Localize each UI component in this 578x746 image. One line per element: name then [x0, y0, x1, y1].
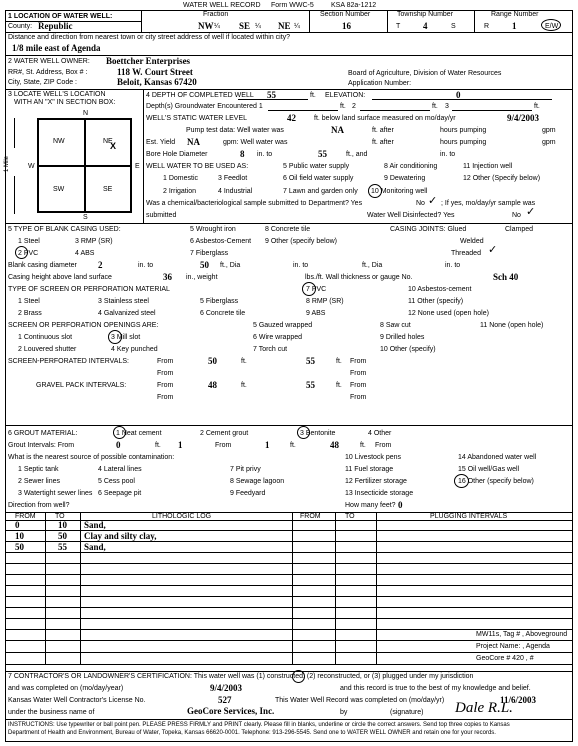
- screen-4: 4 Galvanized steel: [98, 310, 156, 317]
- casing-joints: CASING JOINTS: Glued: [390, 226, 467, 233]
- grout-ft: ft.: [155, 442, 161, 449]
- city-label: City, State, ZIP Code :: [8, 79, 77, 86]
- signature: Dale R.L.: [455, 700, 513, 716]
- section5-heading: 5 TYPE OF BLANK CASING USED:: [8, 226, 121, 233]
- chem-submitted: submitted: [146, 212, 177, 219]
- perf-ft: ft.: [241, 358, 247, 365]
- screen-6: 6 Concrete tile: [200, 310, 246, 317]
- casing-dia-2: ft., Dia: [362, 262, 383, 269]
- completed-date: 9/4/2003: [210, 683, 243, 693]
- use-11: 11 Injection well: [463, 163, 513, 170]
- weight-label: in., weight: [186, 274, 218, 281]
- plug-header-from: FROM: [300, 513, 321, 520]
- log-row-desc: Sand,: [84, 542, 106, 552]
- perf-ft-2: ft.: [336, 358, 342, 365]
- section6-heading: 6 GROUT MATERIAL:: [8, 430, 78, 437]
- perf-from: 50: [208, 356, 217, 366]
- contam-3: 3 Watertight sewer lines: [18, 490, 93, 497]
- log-header-litho: LITHOLOGIC LOG: [152, 513, 212, 520]
- use-3: 3 Feedlot: [218, 175, 248, 182]
- use-4: 4 Industrial: [218, 188, 253, 195]
- range-ew: E/W: [545, 23, 559, 30]
- static-label: WELL'S STATIC WATER LEVEL: [146, 115, 248, 122]
- gw-2: 2: [352, 103, 356, 110]
- address-label: RR#, St. Address, Box # :: [8, 69, 88, 76]
- static-date: 9/4/2003: [507, 113, 540, 123]
- log-row-to: 50: [58, 531, 67, 541]
- casing-welded: Welded: [460, 238, 484, 245]
- depth-ft: ft.: [310, 92, 316, 99]
- openings-heading: SCREEN OR PERFORATION OPENINGS ARE:: [8, 322, 159, 329]
- casing-2-circle: [15, 246, 28, 259]
- mile-label: 1 Mile: [4, 155, 10, 172]
- depth-value: 55: [267, 90, 276, 100]
- elevation-label: ELEVATION:: [325, 92, 366, 99]
- use-9: 9 Dewatering: [384, 175, 426, 182]
- city-value: Beloit, Kansas 67420: [117, 77, 197, 87]
- gravel-from-label: From: [157, 382, 174, 389]
- yield-label: Est. Yield: [146, 139, 176, 146]
- static-mid: ft. below land surface measured on mo/day/yr: [314, 115, 456, 122]
- grout-from-2-label: From: [215, 442, 232, 449]
- pump-label: Pump test data: Well water was: [186, 127, 284, 134]
- use-10: 10 Monitoring well: [371, 188, 428, 195]
- county-value: Republic: [38, 21, 73, 31]
- log-row-from: 0: [15, 520, 20, 530]
- application-label: Application Number:: [348, 80, 412, 87]
- open-1: 1 Continuous slot: [18, 334, 73, 341]
- bore-to-value: 55: [318, 149, 327, 159]
- casing-3: 3 RMP (SR): [75, 238, 113, 245]
- township-s: S: [451, 23, 456, 30]
- quarter-1: NW: [198, 21, 214, 31]
- log-row-from: 50: [15, 542, 24, 552]
- open-6: 6 Wire wrapped: [253, 334, 303, 341]
- casing-clamped: Clamped: [505, 226, 534, 233]
- quarter-3: NE: [278, 21, 291, 31]
- quarter-2: SE: [239, 21, 251, 31]
- form-title: WATER WELL RECORD: [183, 2, 261, 9]
- gw-ft-1: ft.: [340, 103, 346, 110]
- screen-12: 12 None used (open hole): [408, 310, 489, 317]
- screen-5: 5 Fiberglass: [200, 298, 239, 305]
- project-name: Project Name: , Agenda: [476, 643, 550, 650]
- contam-2: 2 Sewer lines: [18, 478, 61, 485]
- grout-from-3-label: From: [375, 442, 392, 449]
- screen-3: 3 Stainless steel: [98, 298, 149, 305]
- height-value: 36: [163, 272, 172, 282]
- range-label: Range Number: [491, 11, 539, 18]
- gravel-from-3-label: From: [157, 394, 174, 401]
- range-ew-circle: [541, 19, 561, 31]
- disinfected-label: Water Well Disinfected? Yes: [367, 212, 455, 219]
- perf-from-3-label: From: [157, 370, 174, 377]
- screen-8: 8 RMP (SR): [306, 298, 344, 305]
- wall-label: lbs./ft. Wall thickness or gauge No.: [305, 274, 413, 281]
- gravel-from-2-label: From: [350, 382, 367, 389]
- disinfected-no: No: [512, 212, 521, 219]
- contam-1: 1 Septic tank: [18, 466, 59, 473]
- casing-diam-to: 50: [200, 260, 209, 270]
- screen-7-circle: [302, 282, 316, 296]
- instructions-2: Department of Health and Environment, Bureau of Water, Topeka, Kansas 66620-0001. Telephone: 913-296-5545. Send one to WATER WELL OWNER and retain one for your records.: [8, 730, 496, 736]
- form-number: Form WWC-5: [271, 2, 314, 9]
- direction-label: Direction from well?: [8, 502, 70, 509]
- fraction-label: Fraction: [203, 11, 229, 18]
- log-row-to: 10: [58, 520, 67, 530]
- geocore-number: GeoCore # 420 , #: [476, 655, 534, 662]
- log-row-desc: Clay and silty clay,: [84, 531, 157, 541]
- casing-dia: ft., Dia: [220, 262, 241, 269]
- grout-from: 0: [116, 440, 121, 450]
- casing-8: 8 Concrete tile: [265, 226, 311, 233]
- grout-ft-2: ft.: [290, 442, 296, 449]
- yield-after: ft. after: [372, 139, 394, 146]
- cert-line-4: under the business name of: [8, 709, 95, 716]
- chem-no: No: [416, 200, 425, 207]
- elevation-value: 0: [456, 90, 461, 100]
- use-2: 2 Irrigation: [163, 188, 197, 195]
- pump-value: NA: [331, 125, 344, 135]
- perf-from-4-label: From: [350, 370, 367, 377]
- grout-int-label: Grout Intervals: From: [8, 442, 75, 449]
- grout-to: 1: [178, 440, 183, 450]
- contam-8: 8 Sewage lagoon: [230, 478, 285, 485]
- perf-from-label: From: [157, 358, 174, 365]
- section-value: 16: [342, 21, 351, 31]
- open-11: 11 None (open hole): [480, 322, 544, 329]
- section1-heading: 1 LOCATION OF WATER WELL:: [8, 13, 113, 20]
- yield-value: NA: [187, 137, 200, 147]
- quarter-1-suffix: ¼: [214, 23, 220, 30]
- casing-5: 5 Wrought iron: [190, 226, 236, 233]
- quadrant-ne: NE: [103, 138, 113, 145]
- casing-9: 9 Other (specify below): [265, 238, 337, 245]
- instructions-1: INSTRUCTIONS: Use typewriter or ball point pen. PLEASE PRESS FIRMLY and PRINT clearly. Please fill in blanks, underline or circle the correct answers. Send top three copies to Kansas: [8, 722, 510, 728]
- compass-w: W: [28, 163, 35, 170]
- section-label: Section Number: [320, 11, 371, 18]
- casing-1: 1 Steel: [18, 238, 40, 245]
- open-5: 5 Gauzed wrapped: [253, 322, 313, 329]
- use-label: WELL WATER TO BE USED AS:: [146, 163, 249, 170]
- contam-9: 9 Feedyard: [230, 490, 266, 497]
- grout-1: 1 Neat cement: [116, 430, 162, 437]
- gravel-label: GRAVEL PACK INTERVALS:: [36, 382, 127, 389]
- ksa-ref: KSA 82a-1212: [331, 2, 377, 9]
- casing-4: 4 ABS: [75, 250, 95, 257]
- compass-s: S: [83, 214, 88, 221]
- use-6: 6 Oil field water supply: [283, 175, 354, 182]
- gw-ft-2: ft.: [432, 103, 438, 110]
- screen-heading: TYPE OF SCREEN OR PERFORATION MATERIAL: [8, 286, 170, 293]
- distance-label: Distance and direction from nearest town or city street address of well if located within city?: [8, 34, 291, 41]
- contam-14: 14 Abandoned water well: [458, 454, 537, 461]
- gw-ft-3: ft.: [534, 103, 540, 110]
- use-5: 5 Public water supply: [283, 163, 350, 170]
- chem-rest: ; If yes, mo/day/yr sample was: [441, 200, 536, 207]
- license-number: 527: [218, 695, 232, 705]
- county-label: County:: [8, 23, 33, 30]
- open-3: 3 Mill slot: [111, 334, 141, 341]
- business-name: GeoCore Services, Inc.: [187, 706, 275, 716]
- screen-2: 2 Brass: [18, 310, 42, 317]
- contam-10: 10 Livestock pens: [345, 454, 402, 461]
- quarter-3-suffix: ¼: [294, 23, 300, 30]
- grout-1-circle: [113, 426, 126, 439]
- pump-gpm: gpm: [542, 127, 556, 134]
- township-t: T: [396, 23, 401, 30]
- contam-11: 11 Fuel storage: [345, 466, 394, 473]
- use-12: 12 Other (Specify below): [463, 175, 541, 182]
- grout-3: 3 Bentonite: [300, 430, 336, 437]
- constructed-circle: [292, 670, 305, 683]
- groundwater-label: Depth(s) Groundwater Encountered 1: [146, 103, 263, 110]
- log-header-to: TO: [55, 513, 65, 520]
- disinfected-no-check: ✓: [526, 205, 536, 218]
- casing-diam-label: Blank casing diameter: [8, 262, 77, 269]
- grout-2: 2 Cement grout: [200, 430, 249, 437]
- casing-diam-value: 2: [98, 260, 103, 270]
- cert-line-3: Kansas Water Well Contractor's License No.: [8, 697, 146, 704]
- cert-line-2b: and this record is true to the best of my knowledge and belief.: [340, 685, 531, 692]
- section2-heading: 2 WATER WELL OWNER:: [8, 58, 90, 65]
- contam-12: 12 Fertilizer storage: [345, 478, 407, 485]
- open-9: 9 Drilled holes: [380, 334, 425, 341]
- log-row-from: 10: [15, 531, 24, 541]
- cert-line-3b: This Water Well Record was completed on (mo/day/yr): [275, 697, 445, 704]
- gravel-ft: ft.: [241, 382, 247, 389]
- record-date: 11/6/2003: [500, 695, 537, 705]
- pump-after: ft. after: [372, 127, 394, 134]
- chem-no-check: ✓: [428, 194, 438, 207]
- log-row-to: 55: [58, 542, 67, 552]
- casing-6: 6 Asbestos-Cement: [190, 238, 252, 245]
- contam-16: 16 Other (specify below): [458, 478, 534, 485]
- wall-value: Sch 40: [493, 272, 519, 282]
- signature-label: (signature): [390, 709, 424, 716]
- grout-3-circle: [297, 426, 310, 439]
- grout-to-2: 48: [330, 440, 339, 450]
- section3-heading-2: WITH AN "X" IN SECTION BOX:: [14, 99, 116, 106]
- screen-10: 10 Asbestos-cement: [408, 286, 472, 293]
- screen-7: 7 PVC: [306, 286, 327, 293]
- screen-9: 9 ABS: [306, 310, 326, 317]
- owner-name: Boettcher Enterprises: [106, 56, 191, 66]
- township-label: Township Number: [397, 11, 454, 18]
- bore-in-to-2: in. to: [440, 151, 456, 158]
- howmany-value: 0: [398, 500, 403, 510]
- use-10-circle: [368, 184, 382, 198]
- bore-in-to: in. to: [257, 151, 273, 158]
- casing-7: 7 Fiberglass: [190, 250, 229, 257]
- contam-13: 13 Insecticide storage: [345, 490, 414, 497]
- contam-question: What is the nearest source of possible contamination:: [8, 454, 175, 461]
- perf-to: 55: [306, 356, 315, 366]
- open-4: 4 Key punched: [111, 346, 158, 353]
- chem-question: Was a chemical/bacteriological sample submitted to Department? Yes: [146, 200, 363, 207]
- quadrant-se: SE: [103, 186, 113, 193]
- yield-gpm: gpm: [542, 139, 556, 146]
- perf-from-2-label: From: [350, 358, 367, 365]
- board-text: Board of Agriculture, Division of Water Resources: [348, 70, 502, 77]
- log-header-from: FROM: [15, 513, 36, 520]
- contam-7: 7 Pit privy: [230, 466, 261, 473]
- use-7: 7 Lawn and garden only: [283, 188, 358, 195]
- gravel-from: 48: [208, 380, 217, 390]
- contam-6: 6 Seepage pit: [98, 490, 142, 497]
- gw-3: 3: [445, 103, 449, 110]
- perf-label: SCREEN-PERFORATED INTERVALS:: [8, 358, 129, 365]
- township-value: 4: [423, 21, 428, 31]
- plug-header-to: TO: [345, 513, 355, 520]
- distance-value: 1/8 mile east of Agenda: [12, 43, 101, 53]
- casing-in-to: in. to: [138, 262, 154, 269]
- open-10: 10 Other (specify): [380, 346, 436, 353]
- pump-hours: hours pumping: [440, 127, 487, 134]
- casing-in-to-3: in. to: [445, 262, 461, 269]
- quadrant-nw: NW: [53, 138, 65, 145]
- compass-n: N: [83, 110, 89, 117]
- bore-label: Bore Hole Diameter: [146, 151, 208, 158]
- log-row-desc: Sand,: [84, 520, 106, 530]
- address-value: 118 W. Court Street: [117, 67, 193, 77]
- cert-line-1: 7 CONTRACTOR'S OR LANDOWNER'S CERTIFICATION: This water well was (1) constructed, (2) reconstructed, or (3) plugged under my jurisdiction: [8, 673, 474, 680]
- yield-mid: gpm: Well water was: [223, 139, 288, 146]
- height-label: Casing height above land surface: [8, 274, 112, 281]
- threaded-check: ✓: [488, 243, 498, 256]
- range-r: R: [484, 23, 490, 30]
- open-2: 2 Louvered shutter: [18, 346, 77, 353]
- howmany-label: How many feet?: [345, 502, 396, 509]
- plug-header: PLUGGING INTERVALS: [430, 513, 508, 520]
- yield-hours: hours pumping: [440, 139, 487, 146]
- cert-line-2: and was completed on (mo/day/year): [8, 685, 124, 692]
- range-value: 1: [512, 21, 517, 31]
- casing-threaded: Threaded: [451, 250, 481, 257]
- casing-2: 2 PVC: [18, 250, 39, 257]
- section3-heading-1: 3 LOCATE WELL'S LOCATION: [8, 91, 106, 98]
- open-8: 8 Saw cut: [380, 322, 411, 329]
- use-1: 1 Domestic: [163, 175, 199, 182]
- grout-4: 4 Other: [368, 430, 392, 437]
- open-3-circle: [108, 330, 122, 344]
- contam-15: 15 Oil well/Gas well: [458, 466, 520, 473]
- compass-e: E: [135, 163, 140, 170]
- use-8: 8 Air conditioning: [384, 163, 438, 170]
- grout-from-2: 1: [265, 440, 270, 450]
- bore-and: ft., and: [346, 151, 368, 158]
- gravel-from-4-label: From: [350, 394, 367, 401]
- grout-ft-3: ft.: [360, 442, 366, 449]
- location-x-mark: X: [110, 141, 117, 151]
- gravel-ft-2: ft.: [336, 382, 342, 389]
- mw-tag: MW11s, Tag # , Aboveground: [476, 631, 568, 638]
- contam-5: 5 Cess pool: [98, 478, 135, 485]
- cert-by: by: [340, 709, 348, 716]
- screen-1: 1 Steel: [18, 298, 40, 305]
- quadrant-sw: SW: [53, 186, 65, 193]
- depth-label: 4 DEPTH OF COMPLETED WELL: [146, 92, 254, 99]
- open-7: 7 Torch cut: [253, 346, 288, 353]
- screen-11: 11 Other (specify): [408, 298, 464, 305]
- gravel-to: 55: [306, 380, 315, 390]
- quarter-2-suffix: ¼: [255, 23, 261, 30]
- contam-16-circle: [454, 474, 469, 488]
- casing-in-to-2: in. to: [293, 262, 309, 269]
- bore-value: 8: [240, 149, 245, 159]
- contam-4: 4 Lateral lines: [98, 466, 142, 473]
- static-value: 42: [287, 113, 296, 123]
